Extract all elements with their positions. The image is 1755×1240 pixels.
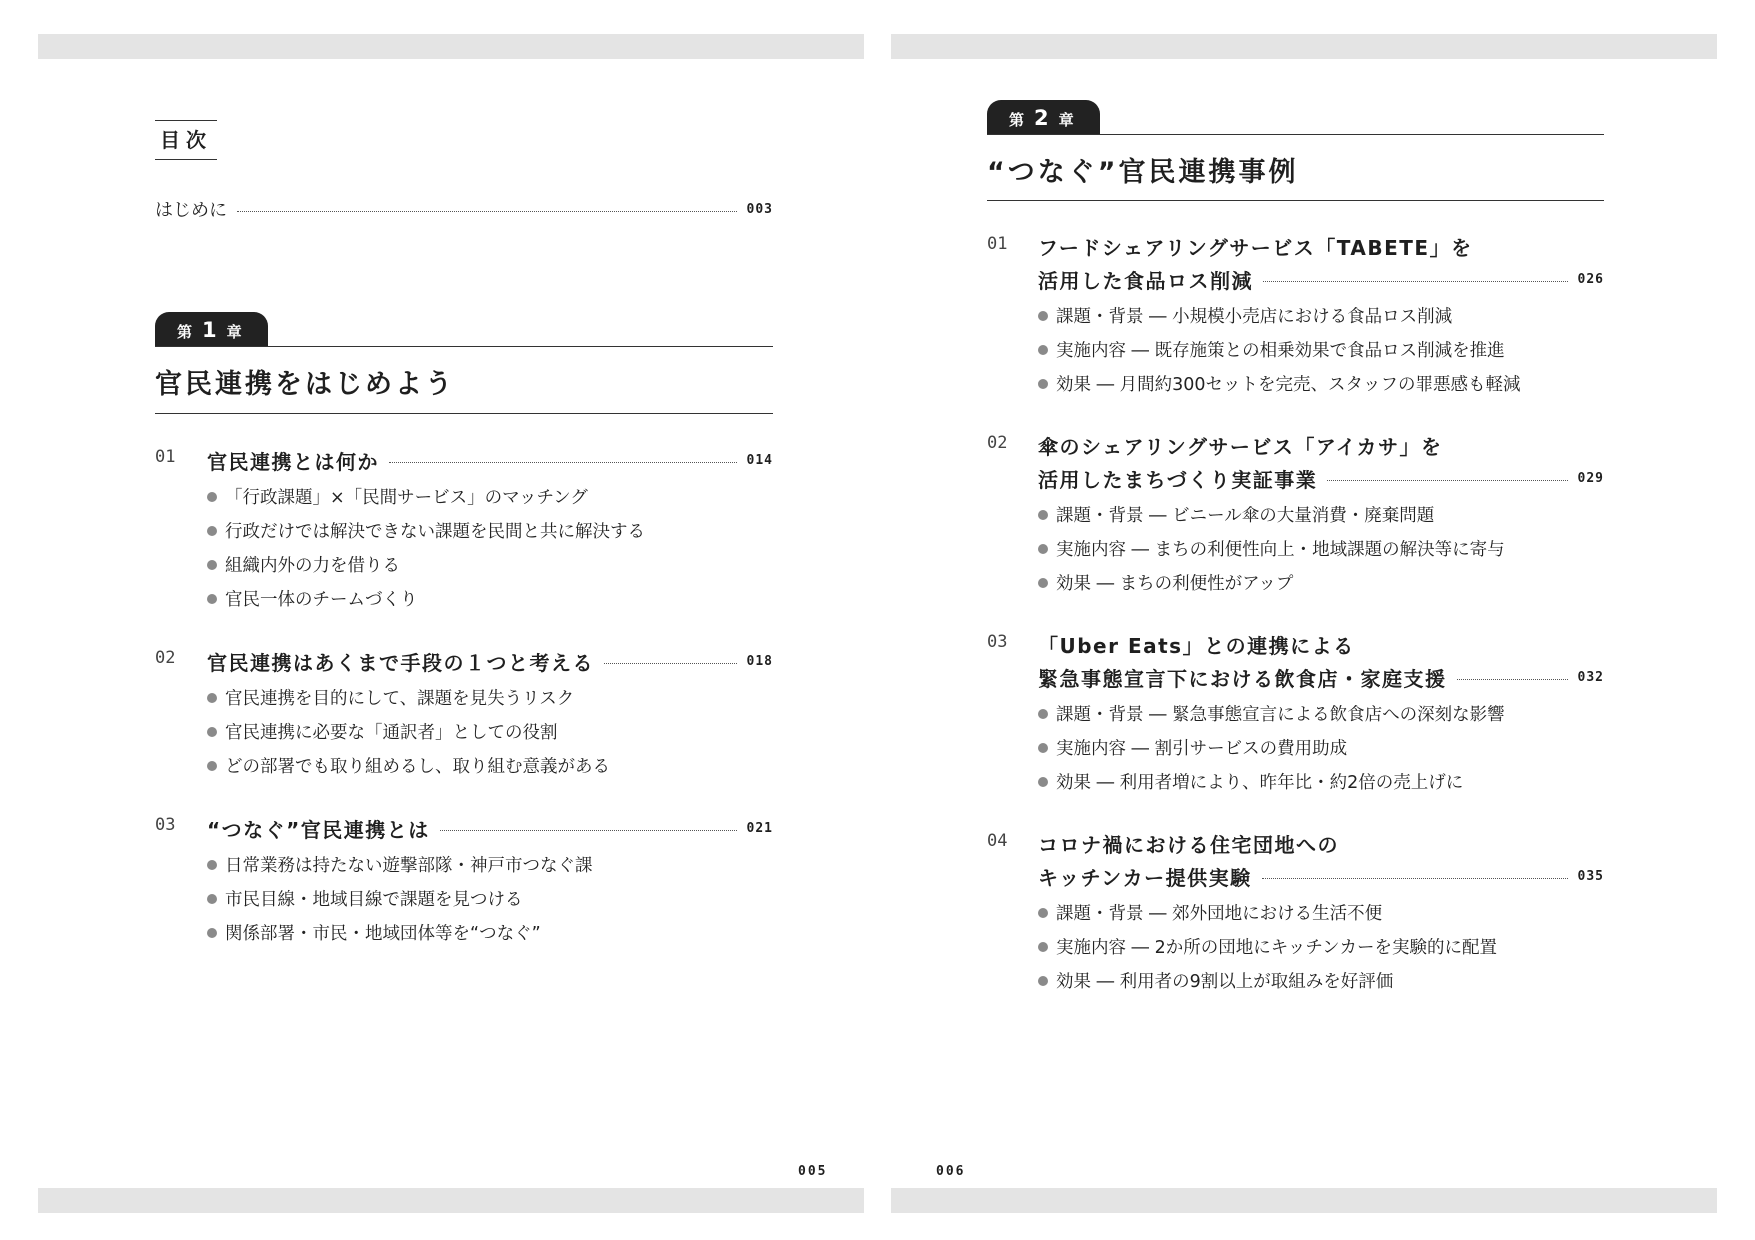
bullet-item: 実施内容 ― まちの利便性向上・地域課題の解決等に寄与 — [1038, 536, 1505, 561]
section-title-line1: フードシェアリングサービス「TABETE」を — [1038, 236, 1473, 260]
bullet-item: 効果 ― 利用者増により、昨年比・約2倍の売上げに — [1038, 769, 1463, 794]
section-page-number: 014 — [746, 453, 773, 468]
bullet-item: 市民目線・地域目線で課題を見つける — [207, 886, 523, 911]
chapter-title: 官民連携をはじめよう — [155, 369, 455, 400]
section-title: 官民連携とは何か — [207, 450, 379, 474]
section-title-line1: コロナ禍における住宅団地への — [1038, 833, 1339, 857]
bullet-item: 効果 ― 利用者の9割以上が取組みを好評価 — [1038, 968, 1393, 993]
section-title-line2: 活用したまちづくり実証事業 — [1038, 468, 1318, 492]
section-number: 03 — [987, 632, 1008, 652]
leader-dots — [389, 462, 737, 463]
toc-entry-intro[interactable] — [155, 196, 773, 222]
section-page-number: 021 — [746, 821, 773, 836]
toc-entry-section[interactable] — [1038, 265, 1604, 294]
section-number: 02 — [155, 648, 176, 668]
intro-page-number: 003 — [746, 201, 773, 217]
section-number: 01 — [987, 234, 1008, 254]
leader-dots — [1327, 480, 1567, 481]
toc-heading: 目次 — [155, 120, 217, 160]
bullet-item: 官民連携に必要な「通訳者」としての役割 — [207, 719, 558, 744]
toc-entry-section[interactable] — [207, 814, 773, 843]
bullet-item: 実施内容 ― 割引サービスの費用助成 — [1038, 735, 1347, 760]
bullet-item: 課題・背景 ― 緊急事態宣言による飲食店への深刻な影響 — [1038, 701, 1505, 726]
bullet-item: 実施内容 ― 既存施策との相乗効果で食品ロス削減を推進 — [1038, 337, 1505, 362]
section-number: 02 — [987, 433, 1008, 453]
bullet-item: 効果 ― まちの利便性がアップ — [1038, 570, 1293, 595]
bullet-item: 官民連携を目的にして、課題を見失うリスク — [207, 685, 574, 710]
section-title-line2: 緊急事態宣言下における飲食店・家庭支援 — [1038, 667, 1447, 691]
bullet-item: どの部署でも取り組めるし、取り組む意義がある — [207, 753, 610, 778]
section-title-line2: 活用した食品ロス削減 — [1038, 269, 1253, 293]
chapter-rule — [155, 346, 773, 347]
leader-dots — [604, 663, 737, 664]
leader-dots — [1263, 281, 1568, 282]
bullet-item: 行政だけでは解決できない課題を民間と共に解決する — [207, 518, 645, 543]
page-folio: 005 — [798, 1164, 828, 1179]
bullet-item: 課題・背景 ― 郊外団地における生活不便 — [1038, 900, 1382, 925]
bullet-item: 課題・背景 ― ビニール傘の大量消費・廃棄問題 — [1038, 502, 1434, 527]
bullet-item: 組織内外の力を借りる — [207, 552, 400, 577]
leader-dots — [440, 830, 737, 831]
bullet-item: 課題・背景 ― 小規模小売店における食品ロス削減 — [1038, 303, 1452, 328]
toc-entry-section[interactable] — [1038, 464, 1604, 493]
section-title: 官民連携はあくまで手段の１つと考える — [207, 651, 594, 675]
bullet-item: 日常業務は持たない遊撃部隊・神戸市つなぐ課 — [207, 852, 593, 877]
section-number: 01 — [155, 447, 176, 467]
page-folio: 006 — [936, 1164, 966, 1179]
bullet-item: 効果 ― 月間約300セットを完売、スタッフの罪悪感も軽減 — [1038, 371, 1521, 396]
chapter-title-rule — [987, 200, 1604, 201]
leader-dots — [237, 211, 737, 212]
section-page-number: 029 — [1577, 471, 1604, 486]
chapter-label: 第 2 章 — [987, 100, 1100, 134]
toc-entry-section[interactable] — [207, 647, 773, 676]
section-title-line2: キッチンカー提供実験 — [1038, 866, 1252, 890]
leader-dots — [1262, 878, 1568, 879]
bullet-item: 「行政課題」×「民間サービス」のマッチング — [207, 484, 588, 509]
chapter-label: 第 1 章 — [155, 312, 268, 346]
toc-entry-section[interactable] — [207, 446, 773, 475]
toc-entry-section[interactable] — [1038, 862, 1604, 891]
section-title: “つなぐ”官民連携とは — [207, 818, 430, 842]
toc-entry-section[interactable] — [1038, 663, 1604, 692]
leader-dots — [1457, 679, 1568, 680]
bullet-item: 関係部署・市民・地域団体等を“つなぐ” — [207, 920, 541, 945]
section-page-number: 032 — [1577, 670, 1604, 685]
section-number: 04 — [987, 831, 1008, 851]
chapter-title-rule — [155, 413, 773, 414]
bullet-item: 官民一体のチームづくり — [207, 586, 418, 611]
left-page — [0, 0, 877, 1240]
intro-title: はじめに — [155, 200, 227, 221]
right-page — [878, 0, 1755, 1240]
section-title-line1: 傘のシェアリングサービス「アイカサ」を — [1038, 435, 1443, 459]
section-page-number: 026 — [1577, 272, 1604, 287]
section-title-line1: 「Uber Eats」との連携による — [1038, 634, 1355, 658]
chapter-rule — [987, 134, 1604, 135]
section-number: 03 — [155, 815, 176, 835]
bullet-item: 実施内容 ― 2か所の団地にキッチンカーを実験的に配置 — [1038, 934, 1497, 959]
chapter-title: “つなぐ”官民連携事例 — [987, 157, 1299, 188]
section-page-number: 035 — [1577, 869, 1604, 884]
section-page-number: 018 — [746, 654, 773, 669]
